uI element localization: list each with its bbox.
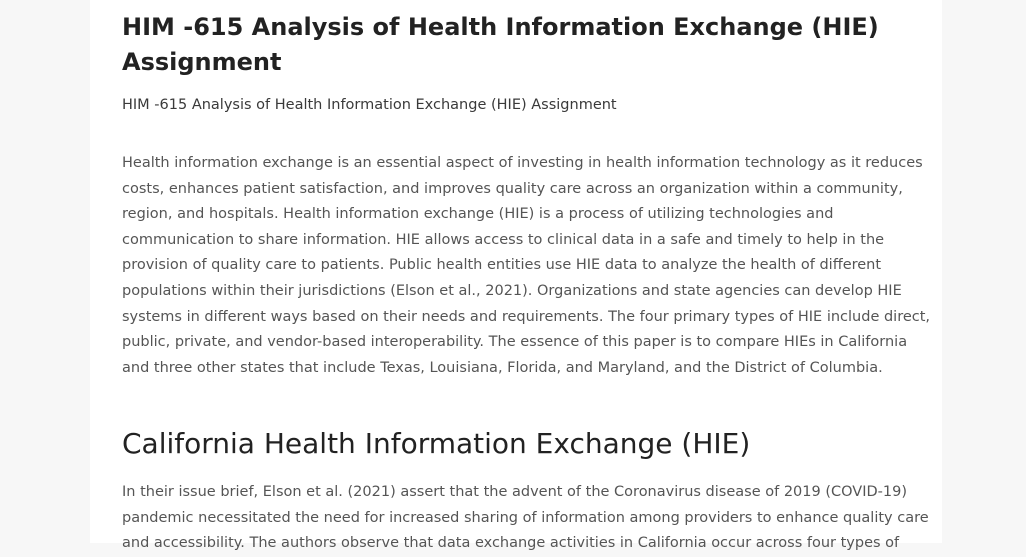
intro-paragraph [122,151,931,381]
section-heading: California Health Information Exchange (HIE) [122,427,751,460]
article-page [90,0,942,552]
paragraph-line: pandemic necessitated the need for increased sharing of information among providers to enhance quality care [122,509,929,526]
paragraph-line: and accessibility. The authors observe that data exchange activities in California occur across four types of [122,535,900,552]
paragraph-line: region, and hospitals. Health information exchange (HIE) is a process of utilizing technologies and [122,206,834,223]
article-subtitle: HIM -615 Analysis of Health Information Exchange (HIE) Assignment [122,97,617,113]
section-paragraph [122,480,929,557]
paragraph-line: populations within their jurisdictions (Elson et al., 2021). Organizations and state agencies can develop HIE [122,282,902,299]
paragraph-line: systems in different ways based on their needs and requirements. The four primary types of HIE include direct, [122,308,931,325]
paragraph-line: communication to share information. HIE allows access to clinical data in a safe and timely to help in the [122,231,885,248]
article-title-line-2: Assignment [122,48,282,76]
paragraph-line: Health information exchange is an essential aspect of investing in health information technology as it reduces [122,155,923,171]
paragraph-line: costs, enhances patient satisfaction, and improves quality care across an organization within a community, [122,180,903,197]
article-title [122,10,912,80]
paragraph-line: In their issue brief, Elson et al. (2021) assert that the advent of the Coronavirus disease of 2019 (COVID-19) [122,484,907,500]
paragraph-line: public, private, and vendor-based interoperability. The essence of this paper is to compare HIEs in California [122,334,908,351]
article-title-line-1: HIM -615 Analysis of Health Information Exchange (HIE) [122,13,879,41]
paragraph-line: provision of quality care to patients. Public health entities use HIE data to analyze the health of different [122,257,882,274]
paragraph-line: and three other states that include Texas, Louisiana, Florida, and Maryland, and the District of Columbia. [122,359,883,376]
